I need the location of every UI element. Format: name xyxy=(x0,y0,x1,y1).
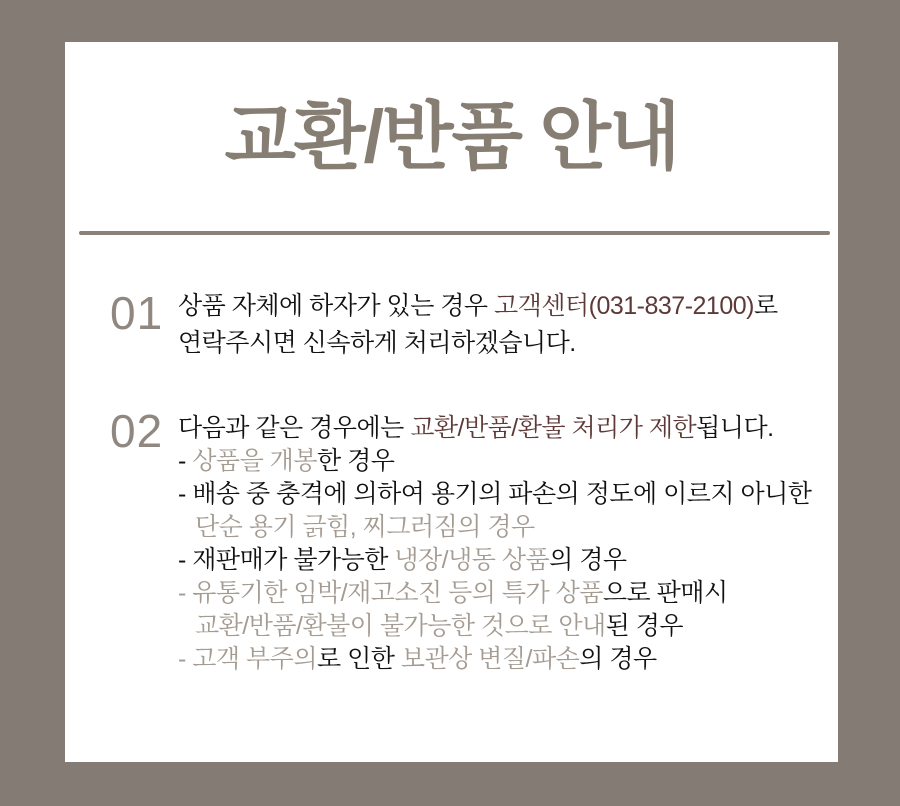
notice-card xyxy=(65,42,838,762)
notice-line: 상품 자체에 하자가 있는 경우 고객센터(031-837-2100)로 xyxy=(178,292,778,320)
bullet-line: - 유통기한 임박/재고소진 등의 특가 상품으로 판매시 xyxy=(178,579,728,607)
bullet-continuation-line: 교환/반품/환불이 불가능한 것으로 안내된 경우 xyxy=(195,612,684,640)
notice-line: 연락주시면 신속하게 처리하겠습니다. xyxy=(178,329,576,357)
section-01-body xyxy=(178,288,778,362)
bullet-continuation-line: 단순 용기 긁힘, 찌그러짐의 경우 xyxy=(195,513,535,541)
section-02-body xyxy=(178,412,811,676)
bullet-line: - 상품을 개봉한 경우 xyxy=(178,447,395,475)
title-divider xyxy=(79,231,830,235)
notice-line: 다음과 같은 경우에는 교환/반품/환불 처리가 제한됩니다. xyxy=(178,414,774,442)
section-01-number: 01 xyxy=(110,287,164,339)
bullet-line: - 재판매가 불가능한 냉장/냉동 상품의 경우 xyxy=(178,546,627,574)
bullet-line: - 고객 부주의로 인한 보관상 변질/파손의 경우 xyxy=(178,645,657,673)
section-01 xyxy=(110,287,818,362)
section-02-number: 02 xyxy=(110,405,164,457)
section-02 xyxy=(110,405,818,676)
bullet-line: - 배송 중 충격에 의하여 용기의 파손의 정도에 이르지 아니한 xyxy=(178,480,812,508)
page-title: 교환/반품 안내 xyxy=(224,95,679,178)
